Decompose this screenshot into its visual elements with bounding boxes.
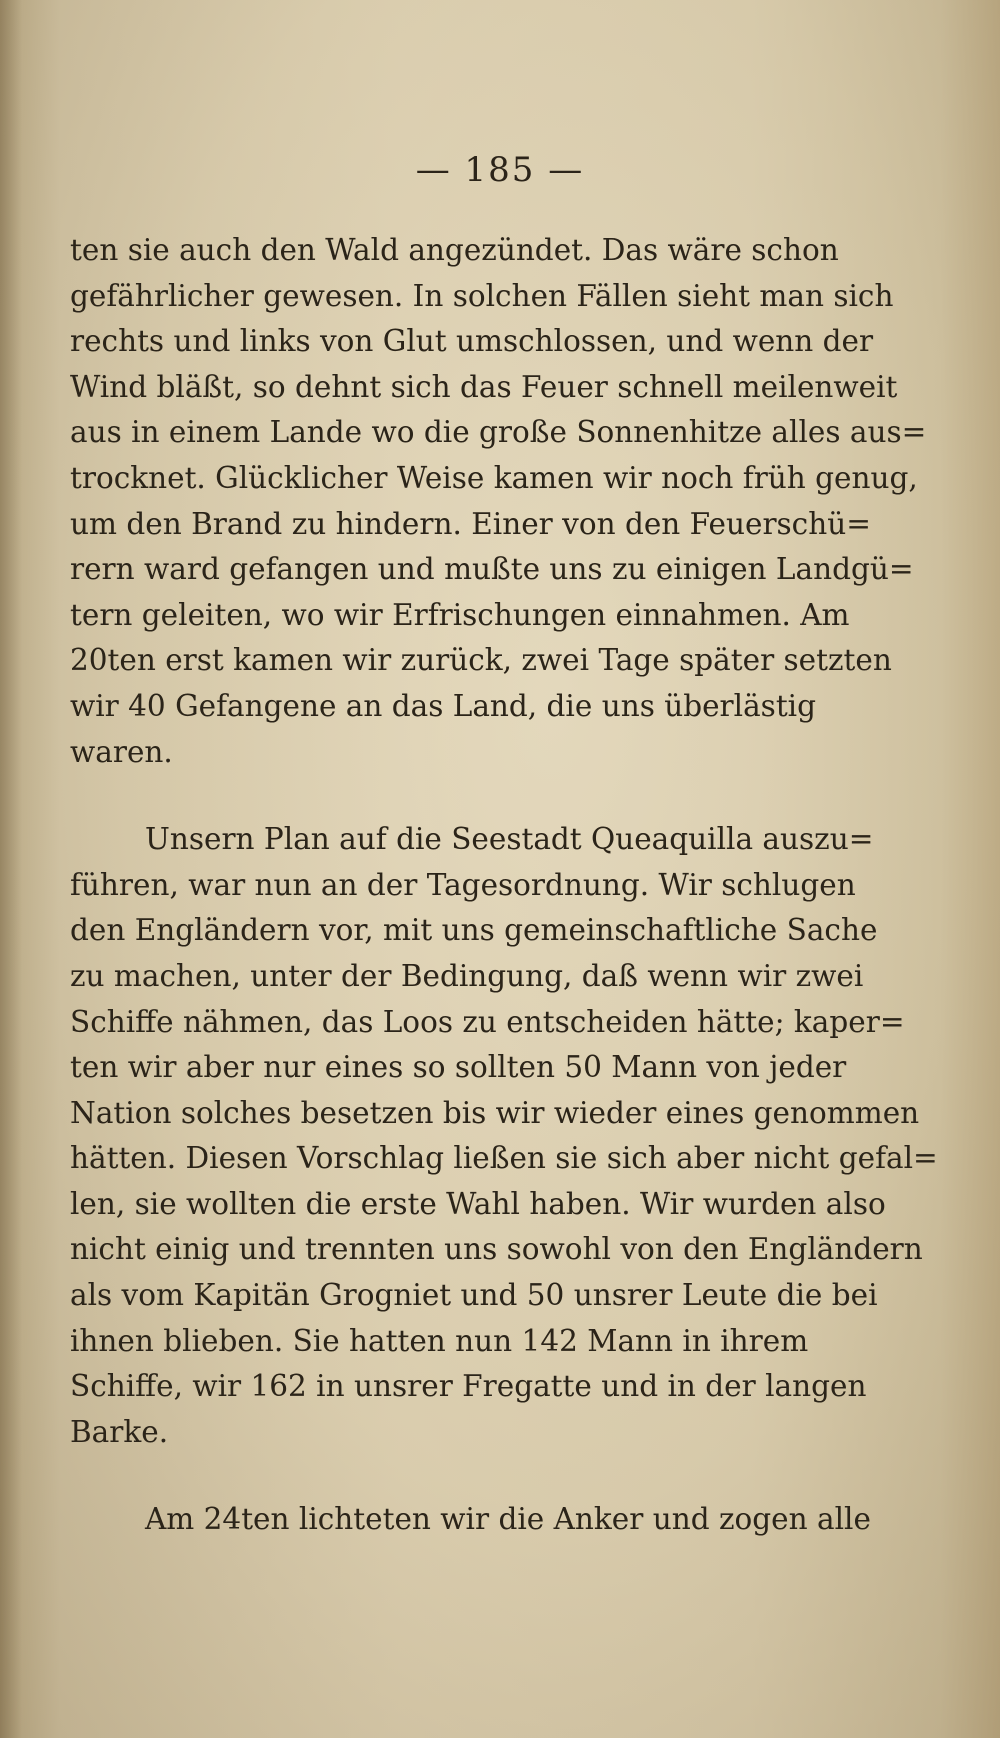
text-line: führen, war nun an der Tagesordnung. Wir schlugen [70,867,856,902]
page-number: — 185 — [415,150,585,190]
text-line: len, sie wollten die erste Wahl haben. Wir wurden also [70,1186,886,1221]
text-line: rechts und links von Glut umschlossen, und wenn der [70,324,874,359]
text-line: trocknet. Glücklicher Weise kamen wir noch früh genug, [70,460,918,495]
paragraph-2 [70,817,938,1455]
paragraph-gap [70,775,800,817]
text-line: als vom Kapitän Grogniet und 50 unsrer Leute die bei [70,1278,878,1313]
text-line: Unsern Plan auf die Seestadt Queaquilla auszu= [145,822,874,857]
text-line: gefährlicher gewesen. In solchen Fällen sieht man sich [70,278,894,313]
text-line: zu machen, unter der Bedingung, daß wenn wir zwei [70,958,864,993]
text-line: Schiffe, wir 162 in unsrer Fregatte und in der langen [70,1369,867,1404]
text-line: Barke. [70,1414,169,1449]
text-line: hätten. Diesen Vorschlag ließen sie sich aber nicht gefal= [70,1141,938,1176]
text-line: Nation solches besetzen bis wir wieder eines genommen [70,1095,920,1130]
text-line: Wind bläßt, so dehnt sich das Feuer schnell meilenweit [70,369,898,404]
body-text [70,228,938,1543]
text-line: waren. [70,734,173,769]
text-line: ten wir aber nur eines so sollten 50 Mann von jeder [70,1050,847,1085]
spine-shadow [0,0,22,1738]
text-line: aus in einem Lande wo die große Sonnenhitze alles aus= [70,415,927,450]
text-line: den Engländern vor, mit uns gemeinschaftliche Sache [70,913,878,948]
paragraph-1 [70,228,927,775]
text-line: 20ten erst kamen wir zurück, zwei Tage später setzten [70,643,892,678]
paragraph-3 [70,1497,871,1543]
text-line: Schiffe nähmen, das Loos zu entscheiden hätte; kaper= [70,1004,905,1039]
text-line: rern ward gefangen und mußte uns zu einigen Landgü= [70,552,914,587]
text-line: wir 40 Gefangene an das Land, die uns überlästig [70,688,816,723]
text-line: ihnen blieben. Sie hatten nun 142 Mann in ihrem [70,1323,809,1358]
text-line: ten sie auch den Wald angezündet. Das wäre schon [70,233,839,267]
text-line: nicht einig und trennten uns sowohl von den Engländern [70,1232,923,1267]
text-line: um den Brand zu hindern. Einer von den Feuerschü= [70,506,871,541]
paragraph-gap [70,1455,800,1497]
text-line: Am 24ten lichteten wir die Anker und zogen alle [145,1502,871,1537]
text-line: tern geleiten, wo wir Erfrischungen einnahmen. Am [70,597,850,632]
